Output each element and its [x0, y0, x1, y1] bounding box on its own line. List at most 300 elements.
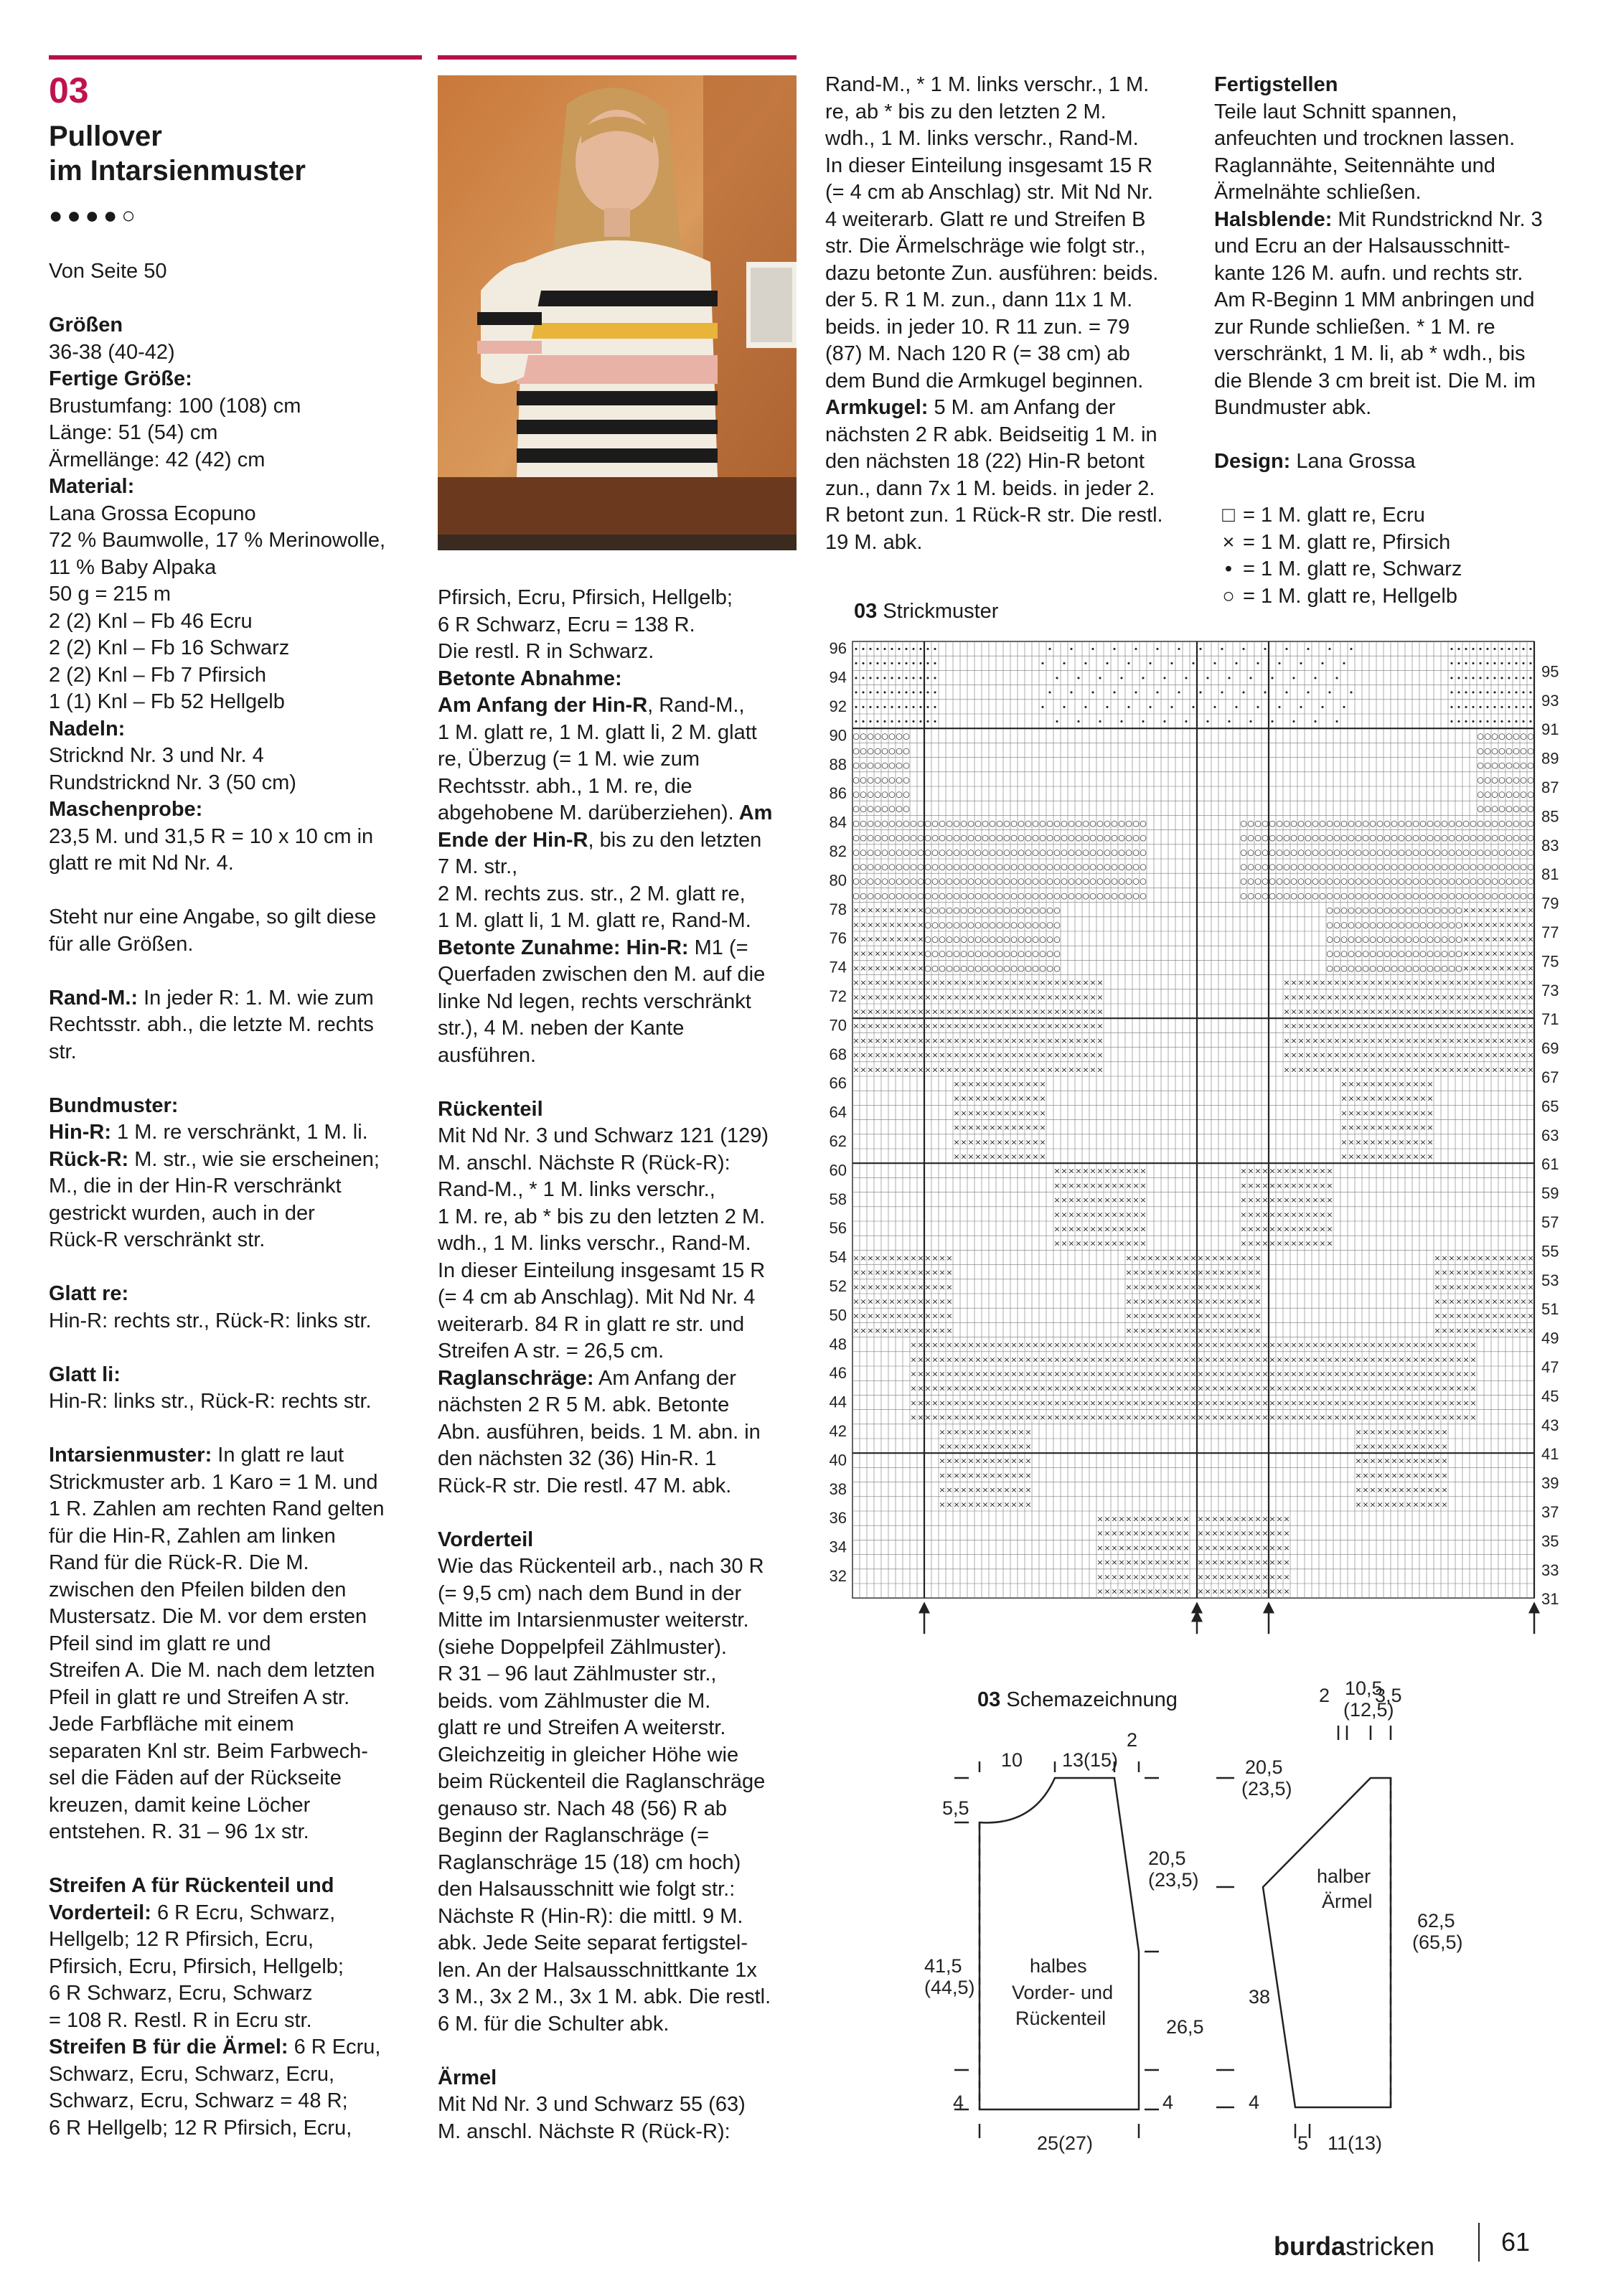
- svg-text:○: ○: [1068, 890, 1075, 900]
- svg-text:×: ×: [910, 1340, 917, 1350]
- svg-text:○: ○: [1448, 905, 1455, 916]
- line-text: 6 R Ecru,: [288, 2036, 381, 2059]
- svg-text:×: ×: [1125, 1586, 1132, 1596]
- svg-text:×: ×: [1283, 1195, 1290, 1205]
- svg-text:×: ×: [860, 1297, 867, 1307]
- svg-text:×: ×: [982, 1485, 989, 1495]
- text-line: [49, 1792, 422, 1820]
- svg-text:×: ×: [1140, 1558, 1147, 1568]
- svg-text:×: ×: [1462, 905, 1470, 916]
- svg-text:○: ○: [1498, 804, 1505, 814]
- svg-text:×: ×: [910, 963, 917, 973]
- svg-text:○: ○: [1018, 949, 1025, 959]
- svg-text:×: ×: [1398, 1093, 1405, 1104]
- svg-text:×: ×: [939, 1441, 946, 1452]
- svg-text:•: •: [1147, 659, 1153, 669]
- svg-text:×: ×: [967, 1470, 974, 1480]
- svg-text:×: ×: [1254, 1253, 1262, 1263]
- svg-text:○: ○: [1254, 833, 1262, 843]
- svg-text:○: ○: [1046, 905, 1053, 916]
- svg-text:×: ×: [1276, 1528, 1283, 1538]
- text-line: 2 (2) Knl – Fb 7 Pfirsich: [49, 663, 266, 687]
- svg-text:×: ×: [1147, 1528, 1154, 1538]
- svg-text:○: ○: [1362, 818, 1369, 828]
- svg-text:×: ×: [1125, 1282, 1132, 1292]
- svg-text:×: ×: [1240, 1514, 1247, 1524]
- svg-text:×: ×: [1204, 1311, 1211, 1321]
- svg-text:×: ×: [1498, 1035, 1505, 1045]
- svg-text:○: ○: [903, 745, 910, 756]
- svg-text:×: ×: [1340, 1413, 1348, 1423]
- svg-text:×: ×: [960, 978, 967, 988]
- svg-text:×: ×: [1491, 1065, 1498, 1075]
- text-line: dem Bund die Armkugel beginnen.: [825, 369, 1144, 392]
- svg-text:×: ×: [946, 1355, 953, 1365]
- svg-text:×: ×: [946, 978, 953, 988]
- svg-text:○: ○: [1039, 833, 1046, 843]
- text-line: [825, 422, 1206, 449]
- svg-text:×: ×: [1140, 1224, 1147, 1234]
- svg-text:○: ○: [1018, 876, 1025, 886]
- svg-text:○: ○: [1003, 818, 1010, 828]
- svg-text:×: ×: [1312, 1166, 1319, 1176]
- svg-text:•: •: [1485, 717, 1490, 727]
- svg-text:×: ×: [903, 1268, 910, 1278]
- svg-text:○: ○: [1297, 833, 1305, 843]
- svg-text:○: ○: [1053, 905, 1061, 916]
- text-line: [438, 1365, 797, 1393]
- svg-text:○: ○: [989, 934, 996, 944]
- text-line: Teile laut Schnitt spannen,: [1214, 100, 1457, 123]
- svg-text:○: ○: [1312, 833, 1319, 843]
- footer-brand: [1274, 2231, 1434, 2262]
- text-line: [438, 827, 797, 855]
- svg-text:○: ○: [874, 775, 881, 785]
- svg-text:×: ×: [946, 1456, 953, 1466]
- svg-text:○: ○: [1032, 905, 1039, 916]
- svg-text:×: ×: [1448, 1035, 1455, 1045]
- svg-text:×: ×: [910, 934, 917, 944]
- svg-text:×: ×: [874, 905, 881, 916]
- svg-text:×: ×: [1276, 1383, 1283, 1393]
- svg-text:○: ○: [924, 847, 931, 857]
- svg-text:×: ×: [1010, 1035, 1018, 1045]
- svg-text:○: ○: [1369, 890, 1376, 900]
- svg-text:×: ×: [1470, 934, 1477, 944]
- svg-text:×: ×: [1197, 1528, 1204, 1538]
- svg-text:○: ○: [1384, 949, 1391, 959]
- svg-text:×: ×: [1355, 1340, 1362, 1350]
- svg-text:×: ×: [910, 1413, 917, 1423]
- svg-text:○: ○: [1362, 920, 1369, 930]
- svg-text:×: ×: [1326, 1210, 1333, 1220]
- svg-text:×: ×: [1233, 1268, 1240, 1278]
- svg-text:×: ×: [1175, 1268, 1183, 1278]
- svg-text:×: ×: [1412, 1441, 1419, 1452]
- svg-text:×: ×: [1513, 905, 1520, 916]
- svg-text:×: ×: [1283, 1180, 1290, 1190]
- svg-text:×: ×: [967, 1079, 974, 1089]
- svg-text:×: ×: [1484, 1035, 1491, 1045]
- line-text: Strickmuster arb. 1 Karo = 1 M. und: [49, 1470, 378, 1494]
- svg-text:○: ○: [1039, 847, 1046, 857]
- line-text: Rück-R str. Die restl. 47 M. abk.: [438, 1474, 732, 1497]
- svg-text:×: ×: [1348, 1065, 1355, 1075]
- svg-text:○: ○: [1305, 847, 1312, 857]
- svg-text:○: ○: [1254, 818, 1262, 828]
- back-heading: Rückenteil: [438, 1097, 543, 1121]
- svg-text:•: •: [1463, 644, 1469, 654]
- svg-text:○: ○: [1505, 789, 1513, 799]
- svg-text:×: ×: [1376, 1500, 1384, 1510]
- svg-text:×: ×: [1211, 1572, 1218, 1582]
- row-label-right: 47: [1541, 1358, 1559, 1376]
- svg-text:×: ×: [1470, 1369, 1477, 1379]
- row-label-left: 94: [829, 668, 847, 687]
- header-rule-right: [438, 55, 797, 60]
- svg-text:○: ○: [881, 775, 888, 785]
- svg-text:•: •: [1241, 644, 1246, 654]
- svg-text:×: ×: [888, 1021, 896, 1031]
- svg-text:×: ×: [967, 1108, 974, 1118]
- svg-text:×: ×: [874, 1065, 881, 1075]
- svg-text:○: ○: [1484, 761, 1491, 771]
- svg-text:×: ×: [1326, 1413, 1333, 1423]
- svg-text:×: ×: [1032, 978, 1039, 988]
- svg-text:×: ×: [1269, 1180, 1276, 1190]
- svg-text:×: ×: [960, 1398, 967, 1408]
- svg-text:○: ○: [1434, 833, 1441, 843]
- svg-text:×: ×: [1470, 992, 1477, 1002]
- svg-text:•: •: [1327, 688, 1333, 698]
- svg-text:○: ○: [974, 905, 982, 916]
- svg-text:•: •: [1047, 688, 1053, 698]
- svg-text:○: ○: [1269, 890, 1276, 900]
- svg-text:○: ○: [924, 934, 931, 944]
- svg-text:○: ○: [989, 890, 996, 900]
- svg-text:×: ×: [1262, 1514, 1269, 1524]
- svg-text:○: ○: [1305, 818, 1312, 828]
- svg-text:×: ×: [1262, 1180, 1269, 1190]
- svg-text:×: ×: [1089, 1007, 1096, 1017]
- row-label-left: 66: [829, 1074, 847, 1093]
- svg-text:×: ×: [1240, 1180, 1247, 1190]
- text-line: [49, 1496, 422, 1523]
- row-label-left: 32: [829, 1566, 847, 1585]
- column-1: [49, 258, 422, 2142]
- svg-text:×: ×: [1053, 1210, 1061, 1220]
- svg-text:×: ×: [1283, 1572, 1290, 1582]
- svg-text:×: ×: [1025, 1398, 1032, 1408]
- svg-text:×: ×: [1147, 1383, 1154, 1393]
- svg-text:×: ×: [967, 1152, 974, 1162]
- svg-text:×: ×: [1204, 1282, 1211, 1292]
- svg-text:×: ×: [1175, 1311, 1183, 1321]
- svg-text:○: ○: [1240, 833, 1247, 843]
- svg-text:×: ×: [1132, 1413, 1140, 1423]
- svg-text:○: ○: [1096, 833, 1104, 843]
- svg-text:×: ×: [1025, 1021, 1032, 1031]
- svg-text:○: ○: [1369, 963, 1376, 973]
- inline-heading: Vorderteil:: [49, 1901, 151, 1924]
- svg-text:×: ×: [1269, 1166, 1276, 1176]
- svg-text:×: ×: [1046, 1021, 1053, 1031]
- svg-text:○: ○: [1089, 818, 1096, 828]
- svg-text:•: •: [1513, 688, 1519, 698]
- svg-text:•: •: [1126, 702, 1132, 712]
- svg-text:×: ×: [1025, 1340, 1032, 1350]
- svg-text:×: ×: [1376, 1093, 1384, 1104]
- svg-text:○: ○: [1333, 833, 1340, 843]
- svg-text:○: ○: [1477, 731, 1484, 741]
- text-line: [825, 502, 1206, 530]
- svg-text:×: ×: [1419, 1470, 1427, 1480]
- svg-text:•: •: [1255, 702, 1261, 712]
- svg-text:×: ×: [1434, 978, 1441, 988]
- svg-text:•: •: [903, 717, 909, 727]
- svg-text:×: ×: [881, 920, 888, 930]
- row-label-right: 51: [1541, 1300, 1559, 1319]
- svg-text:×: ×: [982, 1079, 989, 1089]
- svg-text:○: ○: [974, 949, 982, 959]
- svg-text:×: ×: [1297, 1035, 1305, 1045]
- row-label-left: 56: [829, 1219, 847, 1238]
- svg-text:×: ×: [1297, 1369, 1305, 1379]
- svg-text:○: ○: [1096, 818, 1104, 828]
- svg-text:○: ○: [1369, 818, 1376, 828]
- text-line: [438, 881, 797, 908]
- svg-text:○: ○: [1053, 890, 1061, 900]
- svg-text:○: ○: [874, 833, 881, 843]
- svg-text:○: ○: [1132, 862, 1140, 872]
- svg-text:•: •: [1528, 659, 1533, 669]
- svg-text:×: ×: [1132, 1383, 1140, 1393]
- text-line: [49, 2088, 422, 2115]
- svg-text:×: ×: [1312, 1413, 1319, 1423]
- svg-text:×: ×: [1089, 1413, 1096, 1423]
- svg-text:×: ×: [1448, 1065, 1455, 1075]
- row-label-right: 57: [1541, 1213, 1559, 1231]
- svg-text:×: ×: [1140, 1253, 1147, 1263]
- svg-text:○: ○: [931, 934, 939, 944]
- svg-text:×: ×: [1204, 1297, 1211, 1307]
- svg-text:×: ×: [1104, 1398, 1111, 1408]
- svg-text:○: ○: [1118, 890, 1125, 900]
- svg-text:×: ×: [1441, 1035, 1448, 1045]
- svg-text:×: ×: [1419, 1152, 1427, 1162]
- svg-text:○: ○: [867, 775, 874, 785]
- svg-text:×: ×: [974, 1079, 982, 1089]
- svg-text:○: ○: [1018, 847, 1025, 857]
- svg-text:×: ×: [1075, 1210, 1082, 1220]
- svg-text:×: ×: [1218, 1528, 1226, 1538]
- svg-text:×: ×: [1053, 1050, 1061, 1060]
- svg-text:○: ○: [1046, 847, 1053, 857]
- svg-text:○: ○: [1405, 905, 1412, 916]
- svg-text:×: ×: [1190, 1355, 1197, 1365]
- svg-text:×: ×: [1269, 1413, 1276, 1423]
- svg-text:○: ○: [1068, 876, 1075, 886]
- svg-text:×: ×: [1197, 1558, 1204, 1568]
- text-line: [49, 1631, 422, 1658]
- svg-text:○: ○: [1254, 862, 1262, 872]
- row-label-left: 48: [829, 1335, 847, 1353]
- svg-text:×: ×: [967, 1398, 974, 1408]
- svg-text:×: ×: [1384, 1123, 1391, 1133]
- svg-text:×: ×: [903, 1325, 910, 1335]
- svg-text:○: ○: [953, 905, 960, 916]
- svg-text:×: ×: [1455, 1413, 1462, 1423]
- svg-text:○: ○: [1326, 847, 1333, 857]
- svg-text:×: ×: [1290, 1238, 1297, 1248]
- svg-text:×: ×: [1082, 1195, 1089, 1205]
- svg-text:×: ×: [1505, 1311, 1513, 1321]
- svg-text:×: ×: [1096, 1528, 1104, 1538]
- svg-text:×: ×: [1226, 1268, 1233, 1278]
- svg-text:×: ×: [1427, 1079, 1434, 1089]
- svg-text:×: ×: [903, 963, 910, 973]
- svg-text:×: ×: [1391, 1441, 1398, 1452]
- svg-text:○: ○: [996, 862, 1003, 872]
- svg-text:×: ×: [881, 1065, 888, 1075]
- svg-text:×: ×: [1111, 1383, 1118, 1393]
- svg-text:×: ×: [1039, 1079, 1046, 1089]
- svg-text:×: ×: [1297, 1355, 1305, 1365]
- svg-text:×: ×: [1376, 1079, 1384, 1089]
- svg-text:×: ×: [953, 992, 960, 1002]
- svg-text:○: ○: [1441, 934, 1448, 944]
- svg-text:×: ×: [1132, 1166, 1140, 1176]
- line-text: Streifen A. Die M. nach dem letzten: [49, 1659, 375, 1682]
- svg-text:○: ○: [1039, 905, 1046, 916]
- title-line-2: im Intarsienmuster: [49, 155, 306, 187]
- svg-text:•: •: [1205, 717, 1211, 727]
- svg-text:○: ○: [946, 920, 953, 930]
- svg-text:×: ×: [1384, 1470, 1391, 1480]
- svg-text:×: ×: [1348, 1137, 1355, 1147]
- svg-text:•: •: [1277, 659, 1282, 669]
- svg-text:×: ×: [1025, 1050, 1032, 1060]
- svg-text:○: ○: [1297, 818, 1305, 828]
- svg-text:○: ○: [1419, 963, 1427, 973]
- svg-text:○: ○: [1140, 833, 1147, 843]
- text-line: [49, 1926, 422, 1954]
- svg-text:×: ×: [946, 1485, 953, 1495]
- svg-text:×: ×: [989, 1093, 996, 1104]
- svg-text:×: ×: [910, 905, 917, 916]
- svg-text:○: ○: [1312, 890, 1319, 900]
- svg-text:○: ○: [1362, 847, 1369, 857]
- svg-text:×: ×: [946, 1065, 953, 1075]
- svg-text:×: ×: [1168, 1558, 1175, 1568]
- svg-text:○: ○: [1061, 890, 1068, 900]
- body-label-h445: (44,5): [924, 1977, 975, 1998]
- svg-text:•: •: [1068, 688, 1074, 698]
- svg-text:×: ×: [1018, 1093, 1025, 1104]
- svg-text:×: ×: [1140, 1210, 1147, 1220]
- svg-text:×: ×: [1391, 1340, 1398, 1350]
- svg-text:×: ×: [1025, 1485, 1032, 1495]
- svg-text:×: ×: [1441, 1065, 1448, 1075]
- svg-text:○: ○: [1305, 833, 1312, 843]
- svg-text:×: ×: [996, 992, 1003, 1002]
- text-line: genauso str. Nach 48 (56) R ab: [438, 1797, 728, 1820]
- svg-text:×: ×: [1039, 1021, 1046, 1031]
- svg-text:×: ×: [982, 1500, 989, 1510]
- text-line: [49, 1980, 422, 2008]
- row-label-left: 38: [829, 1479, 847, 1498]
- svg-text:×: ×: [1448, 1340, 1455, 1350]
- line-text: 7 M. str.,: [438, 855, 518, 878]
- svg-text:○: ○: [1513, 833, 1520, 843]
- svg-text:×: ×: [1384, 1079, 1391, 1089]
- svg-text:×: ×: [874, 1268, 881, 1278]
- finished-size-list: [49, 393, 422, 474]
- svg-text:×: ×: [881, 978, 888, 988]
- svg-text:○: ○: [1441, 920, 1448, 930]
- svg-text:○: ○: [924, 905, 931, 916]
- svg-text:•: •: [1449, 644, 1455, 654]
- svg-text:○: ○: [1096, 876, 1104, 886]
- svg-text:×: ×: [1061, 1355, 1068, 1365]
- svg-text:×: ×: [989, 1035, 996, 1045]
- svg-text:×: ×: [1498, 905, 1505, 916]
- svg-text:×: ×: [881, 949, 888, 959]
- svg-text:○: ○: [852, 890, 860, 900]
- chart-title-text: Strickmuster: [877, 600, 999, 623]
- svg-text:○: ○: [1269, 833, 1276, 843]
- svg-text:○: ○: [953, 862, 960, 872]
- svg-text:○: ○: [1384, 920, 1391, 930]
- svg-text:○: ○: [1477, 775, 1484, 785]
- svg-text:○: ○: [1089, 862, 1096, 872]
- svg-text:×: ×: [1441, 1311, 1448, 1321]
- svg-text:×: ×: [874, 963, 881, 973]
- svg-text:×: ×: [1018, 1123, 1025, 1133]
- svg-text:○: ○: [1491, 761, 1498, 771]
- svg-text:×: ×: [1441, 1441, 1448, 1452]
- decrease-start-text: [438, 692, 797, 827]
- svg-text:×: ×: [1082, 1355, 1089, 1365]
- svg-text:×: ×: [1168, 1413, 1175, 1423]
- svg-text:×: ×: [1183, 1340, 1190, 1350]
- svg-text:×: ×: [1419, 1485, 1427, 1495]
- svg-text:×: ×: [1240, 1572, 1247, 1582]
- svg-text:×: ×: [1068, 1340, 1075, 1350]
- svg-text:×: ×: [1211, 1514, 1218, 1524]
- back-text: [438, 1123, 797, 1365]
- svg-text:×: ×: [1498, 1297, 1505, 1307]
- svg-text:×: ×: [1032, 1035, 1039, 1045]
- svg-text:×: ×: [1132, 1195, 1140, 1205]
- svg-text:×: ×: [1053, 1355, 1061, 1365]
- svg-text:×: ×: [1333, 1369, 1340, 1379]
- svg-text:•: •: [868, 659, 873, 669]
- svg-text:×: ×: [910, 1282, 917, 1292]
- row-label-right: 43: [1541, 1416, 1559, 1434]
- svg-text:•: •: [925, 673, 931, 683]
- svg-text:○: ○: [1053, 876, 1061, 886]
- svg-text:○: ○: [1412, 833, 1419, 843]
- text-line: [825, 530, 1206, 557]
- svg-text:○: ○: [1025, 920, 1032, 930]
- svg-text:○: ○: [1419, 876, 1427, 886]
- svg-text:×: ×: [1527, 1282, 1534, 1292]
- svg-text:○: ○: [1039, 890, 1046, 900]
- svg-text:×: ×: [1061, 1340, 1068, 1350]
- svg-text:×: ×: [1376, 978, 1384, 988]
- svg-text:○: ○: [1455, 949, 1462, 959]
